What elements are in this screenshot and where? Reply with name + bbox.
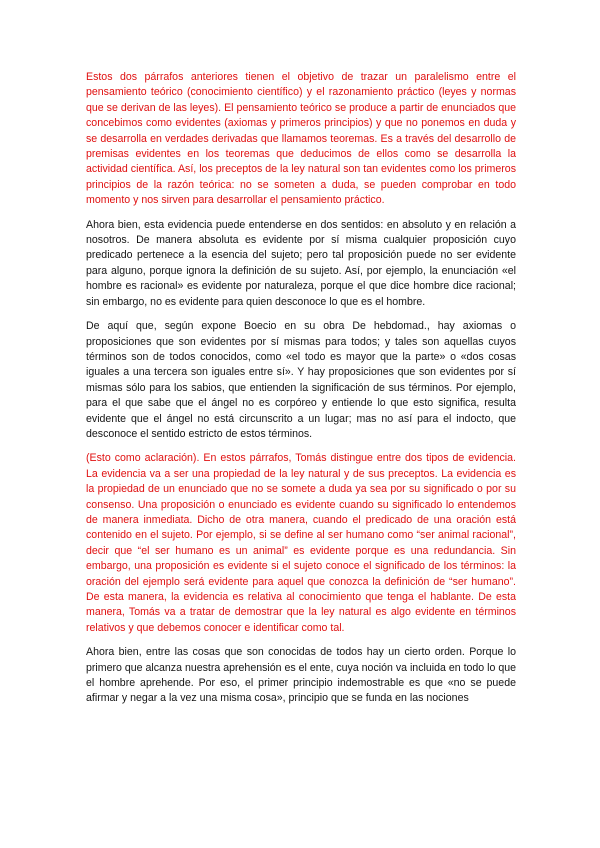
document-page <box>86 70 516 716</box>
paragraph-quote-2: De aquí que, según expone Boecio en su obra De hebdomad., hay axiomas o proposiciones que son evidentes por sí mismas para todos; y tales son aquellas cuyos términos son de todos conocidos, como «el todo es mayor que la parte» o «dos cosas iguales a una tercera son iguales entre sí». Y hay proposiciones que son evidentes por sí mismas sólo para los sabios, que entienden la significación de sus términos. Por ejemplo, para el que sabe que el ángel no es corpóreo y entiende lo que esto significa, resulta evidente que el ángel no está circunscrito a un lugar; mas no así para el indocto, que desconoce el sentido estricto de estos términos. <box>86 320 516 440</box>
paragraph-quote-3: Ahora bien, entre las cosas que son conocidas de todos hay un cierto orden. Porque lo primero que alcanza nuestra aprehensión es el ente, cuya noción va incluida en todo lo que el hombre aprehende. Por eso, el primer principio indemostrable es que «no se puede afirmar y negar a la vez una misma cosa», principio que se funda en las nociones <box>86 646 516 705</box>
paragraph-quote-1: Ahora bien, esta evidencia puede entenderse en dos sentidos: en absoluto y en relación a nosotros. De manera absoluta es evidente por sí misma cualquier proposición cuyo predicado pertenece a la esencia del sujeto; pero tal proposición puede no ser evidente para alguno, porque ignora la definición de su sujeto. Así, por ejemplo, la enunciación «el hombre es racional» es evidente por naturaleza, porque el que dice hombre dice racional; sin embargo, no es evidente para quien desconoce lo que es el hombre. <box>86 218 516 308</box>
paragraph-commentary-1: Estos dos párrafos anteriores tienen el objetivo de trazar un paralelismo entre el pensamiento teórico (conocimiento científico) y el razonamiento práctico (leyes y normas que se derivan de las leyes). El pensamiento teórico se produce a partir de enunciados que concebimos como evidentes (axiomas y primeros principios) y que no ponemos en duda y se desarrolla en verdades derivadas que llamamos teoremas. Es a través del desarrollo de premisas evidentes en los teoremas que deducimos de ellos como se desarrolla la actividad científica. Así, los preceptos de la ley natural son tan evidentes como los primeros principios de la razón teórica: no se someten a duda, se pueden comprobar en todo momento y nos sirven para desarrollar el pensamiento práctico. <box>86 71 516 207</box>
paragraph-commentary-2: (Esto como aclaración). En estos párrafos, Tomás distingue entre dos tipos de evidencia. La evidencia va a ser una propiedad de la ley natural y de sus preceptos. La evidencia es la propiedad de un enunciado que no se somete a duda ya sea por su significado o por su consenso. Una proposición o enunciado es evidente cuando su significado lo entendemos de manera inmediata. Dicho de otra manera, cuando el predicado de una oración está contenido en el sujeto. Por ejemplo, si se define al ser humano como “ser animal racional”, decir que “el ser humano es un animal” es evidente porque es una redundancia. Sin embargo, una proposición es evidente si el sujeto conoce el significado de los términos: la oración del ejemplo será evidente para aquel que conozca la definición de “ser humano”. De esta manera, la evidencia es relativa al conocimiento que tenga el hablante. De esta manera, Tomás va a tratar de demostrar que la ley natural es algo evidente en términos relativos y que debemos conocer e identificar como tal. <box>86 452 516 634</box>
